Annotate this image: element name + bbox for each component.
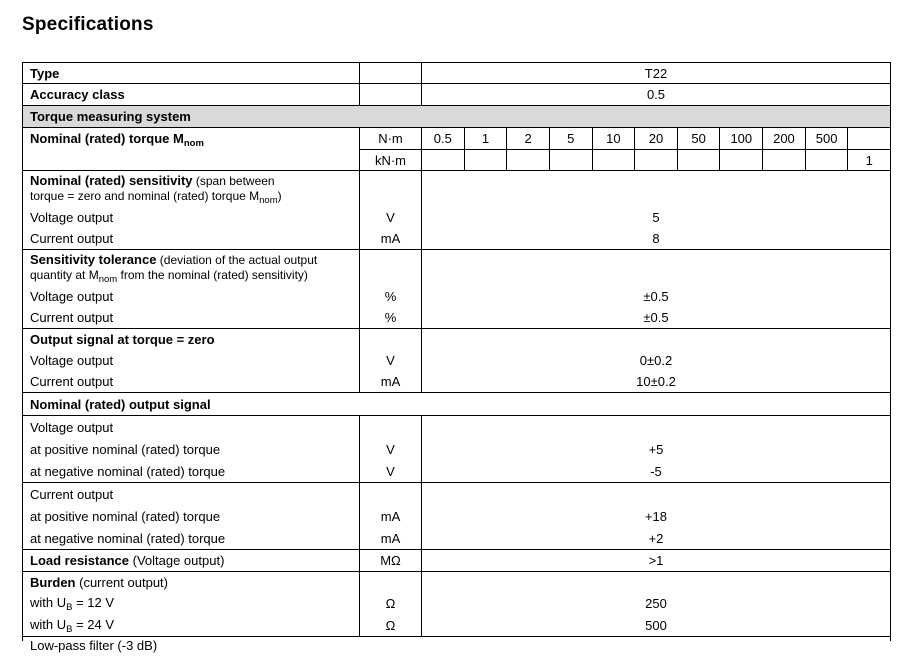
row-unit: mA [359, 371, 422, 392]
row-value: 8 [652, 231, 660, 246]
row-value: 250 [645, 596, 667, 611]
row-unit: V [359, 460, 422, 482]
tolerance-header-unit-cell [359, 250, 422, 286]
torque-label-text: Nominal (rated) torque M [30, 131, 184, 146]
tolerance-header-rest: (deviation of the actual output [156, 253, 318, 267]
burden-header [23, 572, 359, 593]
torque-value-cell: 200 [763, 128, 806, 149]
zero-signal-header-unit-cell [359, 329, 422, 350]
torque-value-cell [422, 150, 465, 170]
torque-grid [359, 128, 890, 170]
row-label: Current output [30, 231, 114, 246]
type-unit-cell [359, 63, 422, 83]
row-label: Current output [30, 486, 114, 502]
load-resistance-unit: MΩ [359, 550, 422, 571]
row-label: Current output [30, 374, 114, 389]
row-label [23, 593, 359, 614]
torque-value-cell [593, 150, 636, 170]
torque-unit-nm: N·m [359, 128, 422, 149]
torque-section-block [23, 106, 890, 128]
torque-unit-knm: kN·m [359, 150, 422, 170]
row-label: Voltage output [30, 353, 114, 368]
burden-row-pre: with U [30, 595, 67, 610]
sensitivity-header-value-cell [422, 171, 890, 207]
table-row [23, 350, 890, 371]
spec-table [22, 62, 891, 653]
row-value: +5 [648, 441, 664, 457]
row-value: ±0.5 [643, 310, 669, 325]
table-row [23, 207, 890, 228]
burden-header-rest: (current output) [75, 575, 168, 590]
row-unit: mA [359, 228, 422, 249]
torque-value-cell [763, 150, 806, 170]
accuracy-unit-cell [359, 84, 422, 105]
row-unit: % [359, 307, 422, 328]
tolerance-header-subscript: nom [98, 273, 118, 285]
sensitivity-header-line2-end: ) [277, 188, 282, 203]
table-row [23, 286, 890, 307]
row-value: -5 [650, 463, 662, 479]
sensitivity-header-bold: Nominal (rated) sensitivity [30, 173, 193, 188]
torque-value-cell: 10 [593, 128, 636, 149]
row-unit [359, 416, 422, 438]
row-value: +18 [644, 508, 668, 524]
torque-value-cell [806, 150, 849, 170]
tolerance-header-bold: Sensitivity tolerance [30, 252, 157, 267]
load-resistance-label-bold: Load resistance [30, 553, 129, 568]
sensitivity-block [23, 171, 890, 250]
burden-header-unit-cell [359, 572, 422, 593]
row-unit: V [359, 207, 422, 228]
row-label [23, 614, 359, 636]
torque-ratings-block [23, 128, 890, 171]
zero-signal-block [23, 329, 890, 393]
load-resistance-value: >1 [648, 553, 664, 568]
torque-value-cell [465, 150, 508, 170]
table-row [23, 460, 890, 482]
type-row [23, 63, 890, 83]
row-unit: mA [359, 527, 422, 549]
tolerance-header-value-cell [422, 250, 890, 286]
torque-value-cell: 20 [635, 128, 678, 149]
sensitivity-header-unit-cell [359, 171, 422, 207]
sensitivity-header-rest: (span between [192, 174, 275, 188]
row-label: Current output [30, 310, 114, 325]
row-label: at negative nominal (rated) torque [30, 463, 226, 479]
sensitivity-header-row [23, 171, 890, 207]
table-row [23, 371, 890, 392]
row-value: 500 [645, 617, 667, 633]
partial-bottom-label: Low-pass filter (-3 dB) [30, 638, 158, 653]
table-row [23, 483, 890, 505]
accuracy-block [23, 84, 890, 106]
torque-value-cell [635, 150, 678, 170]
torque-value-cell: 1 [865, 152, 873, 168]
torque-grid-nm-line [359, 128, 890, 149]
type-block [23, 63, 890, 84]
row-unit [359, 483, 422, 505]
load-resistance-label-rest: (Voltage output) [129, 553, 225, 568]
current-output-group [23, 483, 890, 550]
torque-value-cell [848, 128, 890, 149]
type-value: T22 [644, 65, 668, 81]
row-value: 5 [652, 210, 660, 225]
type-label: Type [30, 65, 60, 81]
row-unit: mA [359, 505, 422, 527]
tolerance-block [23, 250, 890, 329]
torque-value-cell: 50 [678, 128, 721, 149]
torque-value-cell: 500 [806, 128, 849, 149]
torque-label [23, 128, 359, 170]
row-value: ±0.5 [643, 289, 669, 304]
row-label: Voltage output [30, 210, 114, 225]
burden-row-subscript: B [66, 623, 73, 635]
table-row [23, 416, 890, 438]
zero-signal-header-value-cell [422, 329, 890, 350]
load-resistance-label [23, 550, 359, 571]
zero-signal-header-row [23, 329, 890, 350]
burden-row-pre: with U [30, 616, 67, 632]
row-unit: Ω [359, 614, 422, 636]
partial-bottom-row [23, 637, 890, 659]
sensitivity-header-line2: torque = zero and nominal (rated) torque M [30, 188, 260, 203]
torque-value-cell: 100 [720, 128, 763, 149]
row-unit: V [359, 438, 422, 460]
accuracy-value: 0.5 [646, 87, 666, 102]
torque-value-cell [507, 150, 550, 170]
tolerance-header-line2-end: from the nominal (rated) sensitivity) [117, 267, 308, 282]
torque-section-row: Torque measuring system [23, 106, 890, 127]
output-signal-section-block [23, 393, 890, 416]
torque-value-cell: 2 [507, 128, 550, 149]
sensitivity-header-subscript: nom [259, 194, 278, 206]
table-row [23, 307, 890, 328]
row-value: 10±0.2 [636, 374, 676, 389]
row-label: Voltage output [30, 419, 114, 435]
torque-row [23, 128, 890, 170]
accuracy-row [23, 84, 890, 105]
torque-value-cell: 1 [465, 128, 508, 149]
torque-value-cell: 0.5 [422, 128, 465, 149]
zero-signal-header: Output signal at torque = zero [30, 332, 215, 347]
load-resistance-block [23, 550, 890, 572]
burden-row-subscript: B [66, 602, 73, 613]
torque-value-cell [550, 150, 593, 170]
tolerance-header-line2: quantity at M [30, 267, 99, 282]
torque-grid-knm-line [359, 149, 890, 170]
row-unit: % [359, 286, 422, 307]
torque-label-subscript: nom [183, 138, 204, 149]
burden-header-value-cell [422, 572, 890, 593]
burden-row-post: = 12 V [72, 595, 115, 610]
torque-value-cell: 5 [550, 128, 593, 149]
row-unit: Ω [359, 593, 422, 614]
table-row [23, 593, 890, 614]
burden-header-bold: Burden [30, 575, 76, 590]
table-row [23, 614, 890, 636]
burden-block [23, 572, 890, 637]
row-unit: V [359, 350, 422, 371]
row-value: +2 [648, 530, 664, 546]
page-title: Specifications [22, 14, 154, 35]
accuracy-label: Accuracy class [30, 87, 125, 102]
row-value [422, 416, 890, 438]
torque-value-cell [720, 150, 763, 170]
row-value: 0±0.2 [639, 353, 673, 368]
row-label: at negative nominal (rated) torque [30, 530, 226, 546]
row-label: at positive nominal (rated) torque [30, 441, 221, 457]
table-row [23, 438, 890, 460]
output-signal-section-row: Nominal (rated) output signal [23, 393, 890, 415]
row-label: Voltage output [30, 289, 114, 304]
burden-header-row [23, 572, 890, 593]
torque-value-cell [678, 150, 721, 170]
row-label: at positive nominal (rated) torque [30, 508, 221, 524]
sensitivity-header [23, 171, 359, 207]
burden-row-post: = 24 V [72, 616, 115, 632]
voltage-output-group [23, 416, 890, 483]
table-row [23, 527, 890, 549]
table-row [23, 505, 890, 527]
partial-bottom-block [23, 637, 890, 653]
tolerance-header-row [23, 250, 890, 286]
row-value [422, 483, 890, 505]
table-row [23, 228, 890, 249]
tolerance-header [23, 250, 359, 286]
load-resistance-row [23, 550, 890, 571]
